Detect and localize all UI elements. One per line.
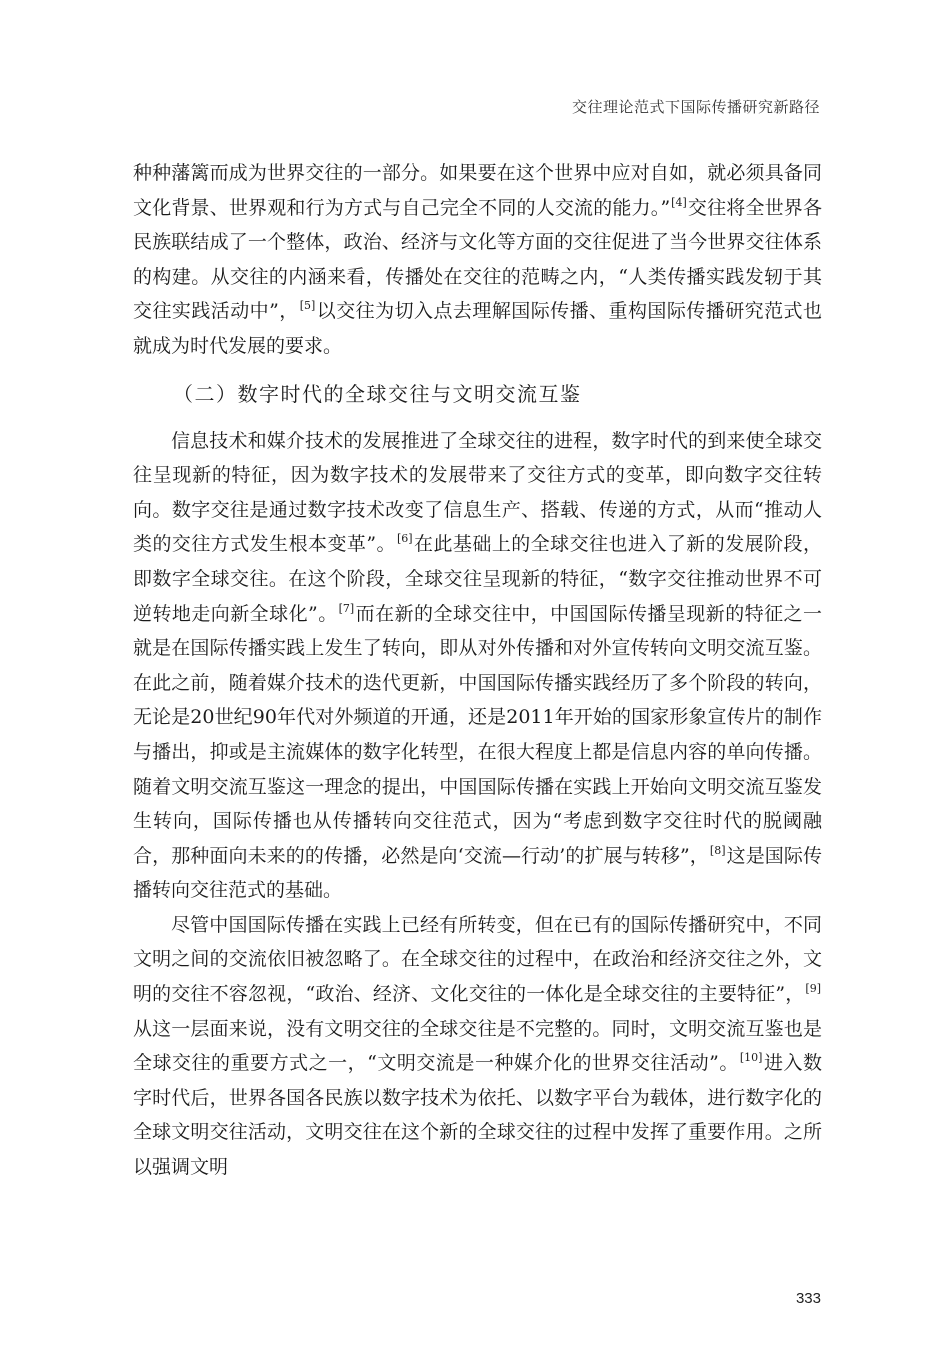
paragraph-text: 尽管中国国际传播在实践上已经有所转变，但在已有的国际传播研究中，不同文明之间的交流依旧被忽略了。在全球交往的过程中，在政治和经济交往之外，文明的交往不容忽视，“政治、经济、文化交往的一体化是全球交往的主要特征”， [133, 913, 822, 1006]
paragraph-3 [133, 908, 822, 1185]
citation-ref: [9] [805, 982, 821, 996]
section-heading: （二）数字时代的全球交往与文明交流互鉴 [173, 381, 582, 406]
citation-ref: [7] [338, 601, 355, 615]
paragraph-text: 而在新的全球交往中，中国国际传播呈现新的特征之一就是在国际传播实践上发生了转向，即从对外传播和对外宣传转向文明交流互鉴。在此之前，随着媒介技术的迭代更新，中国国际传播实践经历了多个阶段的转向，无论是20世纪90年代对外频道的开通，还是2011年开始的国家形象宣传片的制作与播出，抑或是主流媒体的数字化转型，在很大程度上都是信息内容的单向传播。随着文明交流互鉴这一理念的提出，中国国际传播在实践上开始向文明交流互鉴发生转向，国际传播也从传播转向交往范式，因为“考虑到数字交往时代的脱阈融合，那种面向未来的的传播，必然是向‘交流—行动’的扩展与转移”， [133, 602, 822, 867]
paragraph-text: 在此基础上的全球交往也进入了新的发展阶段，即数字全球交往。在这个阶段，全球交往呈现新的特征，“数字交往推动世界不可逆转地走向新全球化”。 [133, 533, 822, 625]
paragraph-text: 这是国际传播转向交往范式的基础。 [133, 844, 822, 902]
citation-ref: [6] [396, 532, 413, 546]
page-number: 333 [795, 1290, 821, 1307]
citation-ref: [8] [709, 843, 726, 857]
paragraph-2 [133, 424, 822, 908]
running-header: 交往理论范式下国际传播研究新路径 [571, 98, 820, 116]
paragraph-text: 进入数字时代后，世界各国各民族以数字技术为依托、以数字平台为载体，进行数字化的全球文明交往活动，文明交往在这个新的全球交往的过程中发挥了重要作用。之所以强调文明 [133, 1052, 822, 1179]
body-text [133, 156, 822, 1185]
paragraph-text: 种种藩篱而成为世界交往的一部分。如果要在这个世界中应对自如，就必须具备同文化背景、世界观和行为方式与自己完全不同的人交流的能力。” [133, 162, 822, 219]
paragraph-text: 信息技术和媒介技术的发展推进了全球交往的进程，数字时代的到来使全球交往呈现新的特征，因为数字技术的发展带来了交往方式的变革，即向数字交往转向。数字交往是通过数字技术改变了信息生产、搭载、传递的方式，从而“推动人类的交往方式发生根本变革”。 [133, 429, 822, 556]
citation-ref: [5] [299, 299, 316, 313]
paragraph-text: 从这一层面来说，没有文明交往的全球交往是不完整的。同时，文明交流互鉴也是全球交往的重要方式之一，“文明交流是一种媒介化的世界交往活动”。 [133, 1017, 822, 1075]
paragraph-1 [133, 156, 822, 364]
paragraph-text: 以交往为切入点去理解国际传播、重构国际传播研究范式也就成为时代发展的要求。 [133, 300, 822, 357]
citation-ref: [10] [739, 1051, 763, 1065]
paragraph-text: 交往将全世界各民族联结成了一个整体，政治、经济与文化等方面的交往促进了当今世界交往体系的构建。从交往的内涵来看，传播处在交往的范畴之内，“人类传播实践发轫于其交往实践活动中”， [133, 196, 822, 323]
citation-ref: [4] [671, 195, 687, 209]
